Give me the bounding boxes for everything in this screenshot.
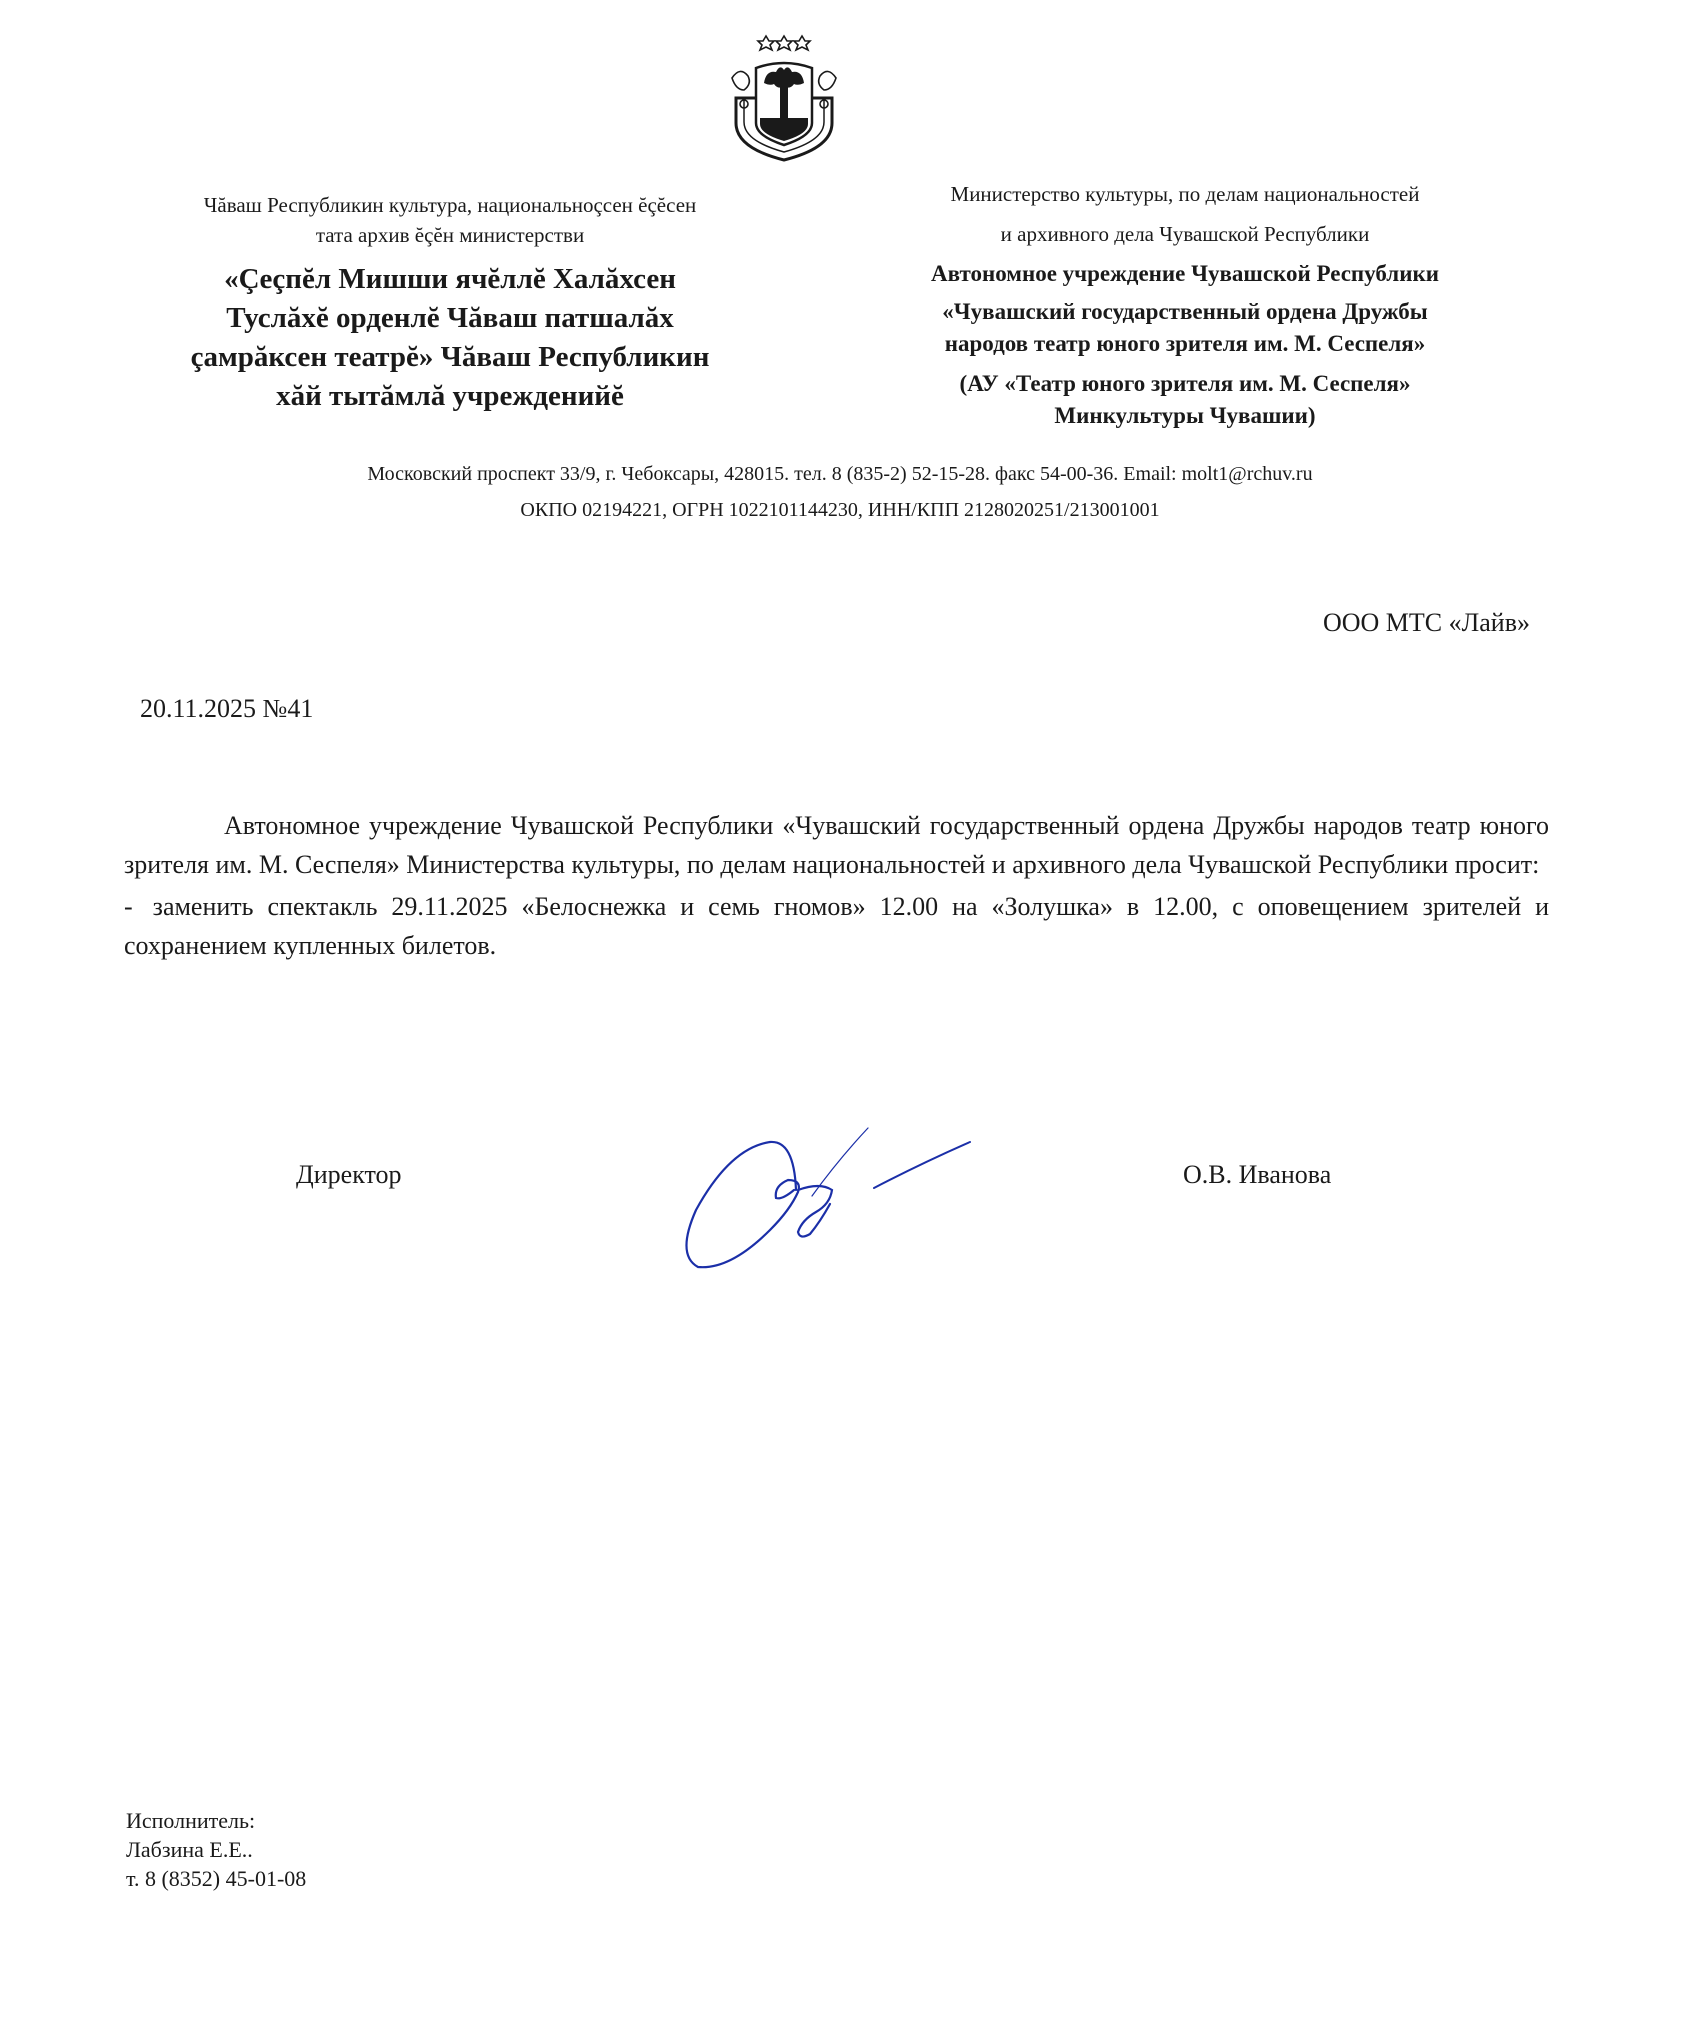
document-date-number: 20.11.2025 №41 <box>140 694 314 723</box>
org-line: çамрăксен театрĕ» Чăваш Республикин <box>190 341 710 373</box>
contact-details <box>140 456 1540 528</box>
body-paragraph: Автономное учреждение Чувашской Республики «Чувашский государственный ордена Дружбы народов театр юного зрителя им. М. Сеспеля» Министерства культуры, по делам национальностей и архивного дела Чувашской Республики просит: <box>124 811 1549 879</box>
executor-label: Исполнитель: <box>126 1808 256 1833</box>
organization-name-chuvash <box>130 260 770 416</box>
org-line: народов театр юного зрителя им. М. Сеспеля» <box>944 331 1426 356</box>
organization-short-name <box>860 368 1510 432</box>
executor-phone: т. 8 (8352) 45-01-08 <box>126 1866 307 1891</box>
request-item-text: заменить спектакль 29.11.2025 «Белоснежка и семь гномов» 12.00 на «Золушка» в 12.00, с оповещением зрителей и сохранением купленных билетов. <box>124 892 1549 960</box>
list-marker: - <box>124 892 133 921</box>
request-item <box>124 887 1549 965</box>
org-line: Минкультуры Чувашии) <box>1054 403 1316 428</box>
coat-of-arms-icon <box>714 28 854 168</box>
ministry-line: Чăваш Республикин культура, национальноçсен ĕçĕсен <box>203 193 697 217</box>
letter-body <box>124 806 1549 965</box>
ministry-name-russian <box>860 174 1510 254</box>
ministry-line: и архивного дела Чувашской Республики <box>1000 222 1370 246</box>
handwritten-signature <box>670 1120 990 1280</box>
addressee: ООО МТС «Лайв» <box>1322 608 1530 637</box>
ministry-line: Министерство культуры, по делам национальностей <box>950 182 1420 206</box>
org-line: Туслăхĕ орденлĕ Чăваш патшалăх <box>226 302 674 334</box>
header-right-russian <box>860 174 1510 432</box>
org-line: хăй тытăмлă учрежденийĕ <box>276 380 624 412</box>
org-line: «Çеçпĕл Мишши ячĕллĕ Халăхсен <box>224 263 676 295</box>
ministry-line: тата архив ĕçĕн министерстви <box>315 223 585 247</box>
org-line: (АУ «Театр юного зрителя им. М. Сеспеля» <box>959 371 1411 396</box>
organization-full-name <box>860 296 1510 360</box>
registration-codes: ОКПО 02194221, ОГРН 1022101144230, ИНН/КПП 2128020251/213001001 <box>520 499 1160 521</box>
signatory-title: Директор <box>296 1160 402 1189</box>
executor-info <box>126 1806 306 1893</box>
org-line: «Чувашский государственный ордена Дружбы <box>942 299 1428 324</box>
address-line: Московский проспект 33/9, г. Чебоксары, 428015. тел. 8 (835-2) 52-15-28. факс 54-00-36. Email: molt1@rchuv.ru <box>367 463 1313 485</box>
ministry-name-chuvash <box>130 190 770 250</box>
signatory-name: О.В. Иванова <box>1183 1160 1332 1189</box>
executor-name: Лабзина Е.Е.. <box>126 1837 253 1862</box>
organization-type: Автономное учреждение Чувашской Республики <box>931 261 1439 286</box>
header-left-chuvash <box>130 190 770 416</box>
